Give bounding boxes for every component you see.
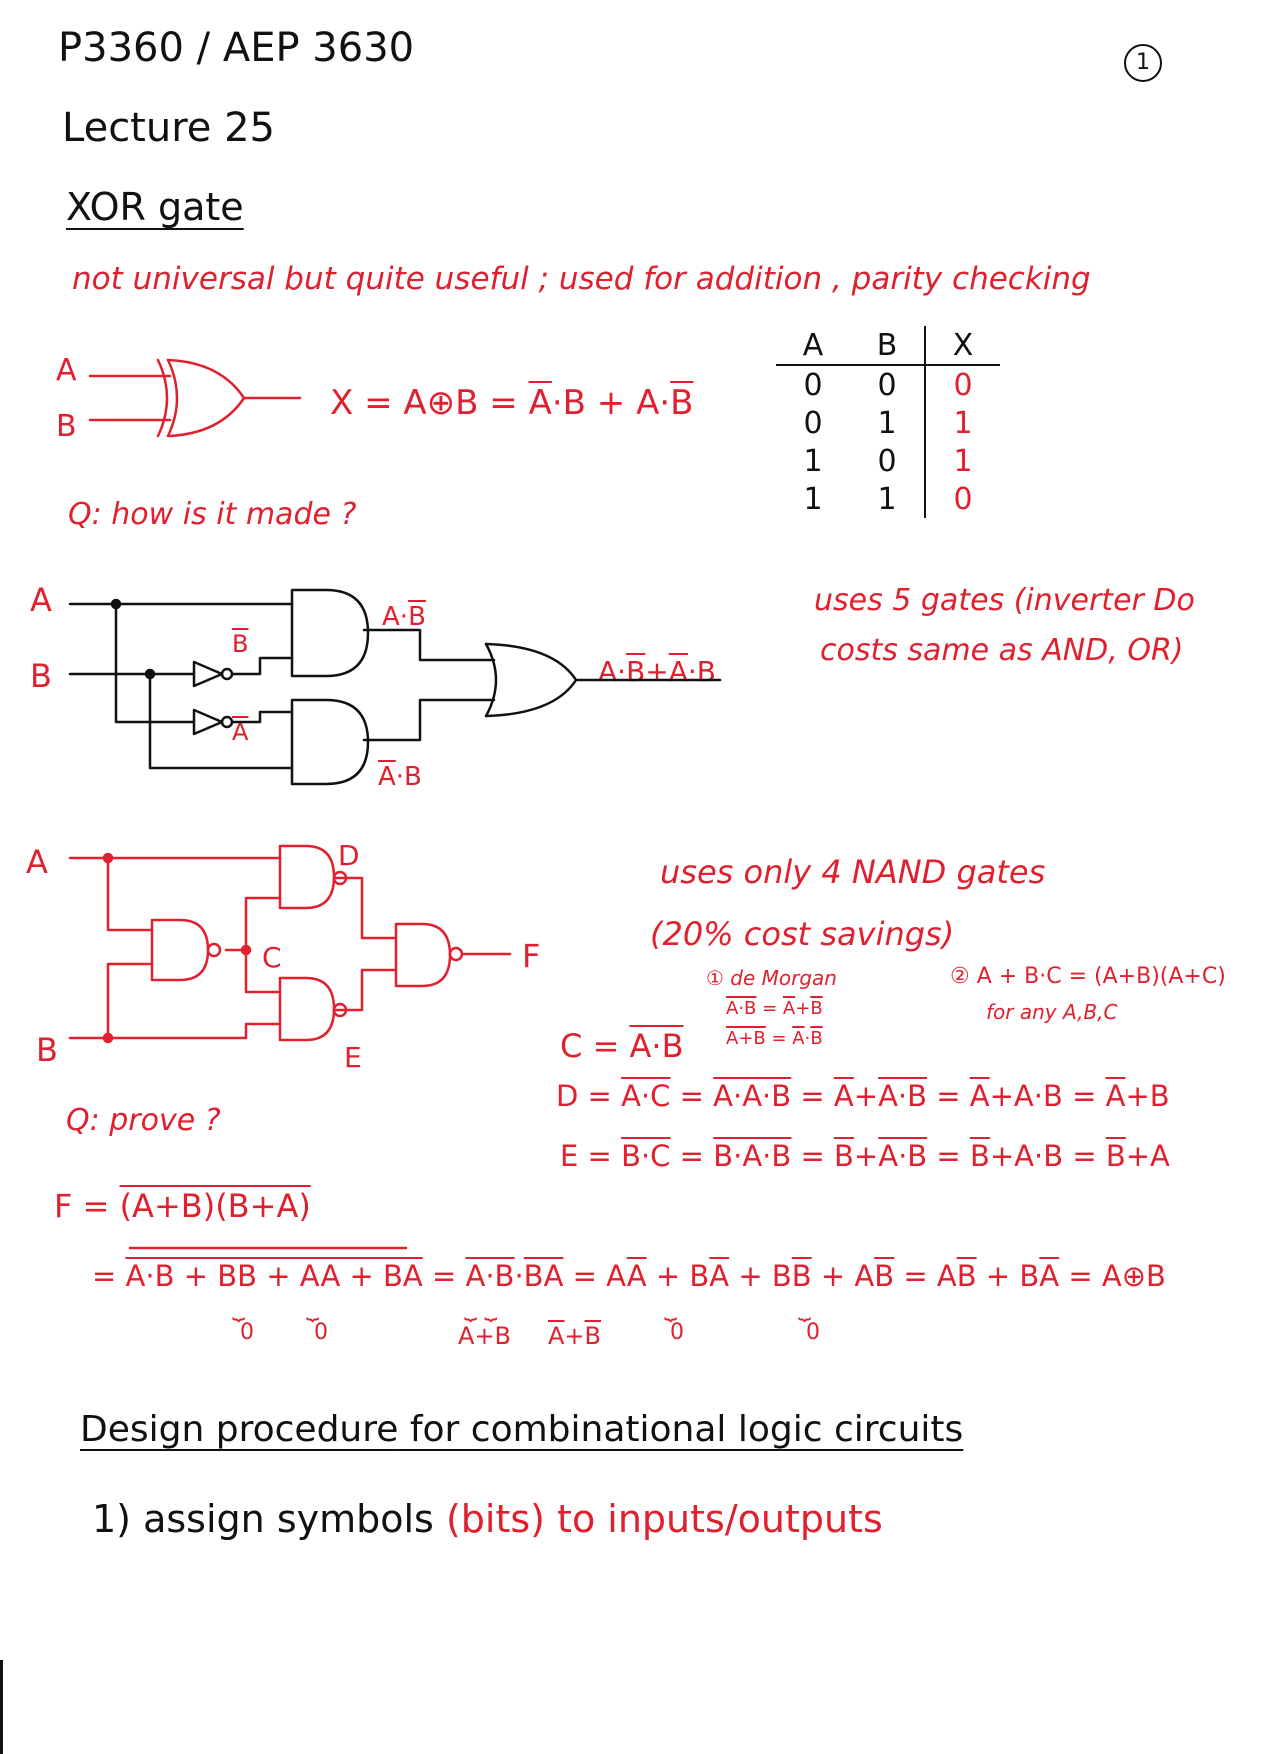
circuit2-nand-c [152, 920, 220, 980]
question-prove: Q: prove ? [66, 1103, 221, 1138]
circuit2-input-a: A [26, 843, 48, 881]
circuit1-and-gate-top [292, 590, 368, 676]
truth-table-cell: 1 [803, 443, 823, 479]
xor-equation: X = A⊕B = $\overline{A}\cdot B + A\cdot\overline{B}$ [330, 383, 694, 423]
equation-e: $E = B\cdot C = B\cdot A\cdot B = \overline{B}+A\cdot B = \overline{B}+A\cdot B = \overline{B}+A$ [560, 1139, 1170, 1173]
equation-f: F = (A+B)(B+A) [54, 1187, 311, 1225]
truth-table-header-b: B [850, 326, 925, 365]
rule1-title: ① de Morgan [706, 966, 837, 990]
rule2-line2: for any A,B,C [986, 1000, 1118, 1024]
xor-input-b: B [56, 409, 77, 444]
circuit1-or-gate [486, 644, 720, 716]
truth-table-cell: 1 [925, 404, 1000, 442]
circuit1-input-a: A [30, 581, 52, 619]
brace-zero-2: ⏟ [306, 1296, 320, 1321]
sub-label-1: A+B [458, 1322, 511, 1350]
rule2-line1: ② A + B·C = (A+B)(A+C) [950, 964, 1226, 989]
truth-table-header-x: X [925, 326, 1000, 365]
truth-table-cell: 1 [803, 481, 823, 517]
zero-label-2: 0 [314, 1320, 328, 1345]
equation-d: $D = A\cdot C = A\cdot A\cdot B = \overline{A}+A\cdot B = \overline{A}+A\cdot B = \overline{A}+B$ [556, 1079, 1170, 1113]
brace-zero-4: ⏟ [798, 1296, 812, 1321]
zero-label-4: 0 [806, 1320, 820, 1345]
xor-input-a: A [56, 353, 77, 388]
circuit1-and-gate-bottom [292, 700, 368, 784]
circuit2-node-e: E [344, 1041, 362, 1074]
circuit1-label-a-bar: $\overline{A}$ [232, 718, 249, 746]
truth-table-cell: 0 [803, 367, 823, 403]
xor-description: not universal but quite useful ; used for addition , parity checking [72, 261, 1091, 297]
truth-table-cell: 1 [925, 442, 1000, 480]
page-number: 1 [1124, 44, 1162, 82]
question-how-made: Q: how is it made ? [68, 497, 357, 532]
circuit1-or-output: $A\cdot\overline{B}+\overline{A}\cdot B$ [598, 655, 717, 688]
truth-table-cell: 1 [877, 481, 897, 517]
zero-label-3: 0 [670, 1320, 684, 1345]
zero-label-1: 0 [240, 1320, 254, 1345]
circuit2-input-b: B [36, 1031, 58, 1069]
lecture-title: Lecture 25 [62, 105, 276, 151]
circuit1-note-line1: uses 5 gates (inverter Do [814, 583, 1195, 618]
truth-table-cell: 0 [803, 405, 823, 441]
truth-table-cell: 1 [877, 405, 897, 441]
brace-ab: ⏟ ⏟ [464, 1296, 498, 1321]
circuit1-label-b-bar: $\overline{B}$ [232, 630, 249, 658]
truth-table-cell: 0 [925, 480, 1000, 518]
circuit2-node-f: F [522, 937, 541, 975]
circuit1-wires [70, 604, 494, 768]
truth-table-cell: 0 [925, 365, 1000, 404]
circuit1-and1-output: $A\cdot\overline{B}$ [382, 602, 426, 632]
equation-f-expansion: = A·B + BB + AA + BA = $A\cdot B\cdot\overline{BA} = A\overline{A} + B\overline{A} + B\overline{B} + A\overline{B} = A\overline{B} + B\overline{A}$ = A⊕B [92, 1259, 1166, 1293]
circuit1-input-b: B [30, 657, 52, 695]
brace-zero-1: ⏟ [232, 1296, 246, 1321]
circuit2-note-line1: uses only 4 NAND gates [660, 853, 1046, 891]
circuit2-nand-f [396, 924, 462, 986]
xor-gate-symbol [90, 360, 300, 436]
circuit2-node-d: D [338, 839, 360, 872]
circuit1-not-gates [194, 662, 232, 734]
circuit2-wires [70, 858, 510, 1038]
design-procedure-title: Design procedure for combinational logic circuits [80, 1409, 964, 1450]
brace-zero-3: ⏟ [664, 1296, 678, 1321]
design-step-1: 1) assign symbols (bits) to inputs/outputs [92, 1497, 883, 1541]
truth-table-cell: 0 [877, 443, 897, 479]
circuit2-node-c: C [262, 941, 282, 974]
course-code: P3360 / AEP 3630 [58, 25, 415, 71]
sub-label-2: $\overline{A}+\overline{B}$ [548, 1322, 601, 1350]
rule1-line1: $A\cdot B = \overline{A}+\overline{B}$ [726, 998, 823, 1019]
rule1-line2: $A+B = \overline{A}\cdot\overline{B}$ [726, 1028, 823, 1049]
equation-c: C = A·B [560, 1027, 684, 1065]
circuit1-note-line2: costs same as AND, OR) [820, 633, 1184, 668]
section-title-xor: XOR gate [66, 185, 244, 229]
circuit1-and2-output: $\overline{A}\cdot B$ [378, 762, 422, 792]
circuit2-note-line2: (20% cost savings) [650, 915, 955, 953]
truth-table-header-a: A [776, 326, 850, 365]
truth-table-cell: 0 [877, 367, 897, 403]
